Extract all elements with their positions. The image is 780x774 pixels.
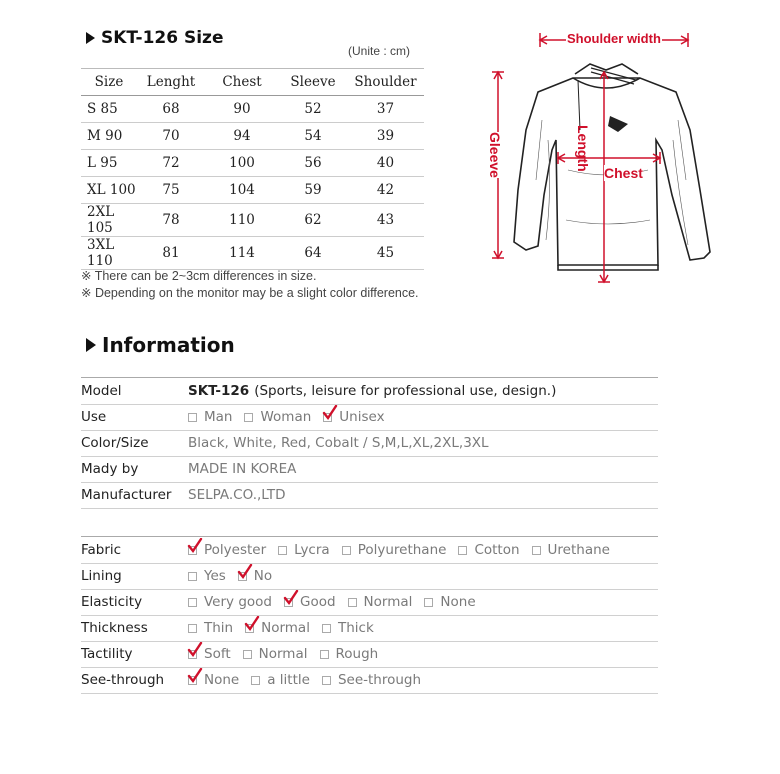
checkbox[interactable] bbox=[251, 676, 260, 685]
size-cell-label: S 85 bbox=[81, 96, 137, 123]
option-label: None bbox=[204, 672, 240, 688]
info-row-see-through bbox=[81, 667, 658, 694]
size-header-cell: Lenght bbox=[137, 69, 205, 96]
info-label: Use bbox=[81, 409, 107, 425]
size-cell-value: 100 bbox=[205, 150, 279, 177]
checkbox[interactable] bbox=[320, 650, 329, 659]
option-none[interactable] bbox=[424, 594, 475, 610]
option-label: Good bbox=[299, 594, 336, 610]
checked-checkbox[interactable] bbox=[284, 598, 293, 607]
checkbox[interactable] bbox=[424, 598, 433, 607]
lining-options bbox=[188, 568, 284, 584]
size-table-row bbox=[81, 177, 424, 204]
option-polyurethane[interactable] bbox=[342, 542, 447, 558]
size-table-header-row bbox=[81, 69, 424, 96]
option-yes[interactable] bbox=[188, 568, 226, 584]
info-row-lining bbox=[81, 563, 658, 590]
option-label: No bbox=[253, 568, 273, 584]
size-cell-value: 75 bbox=[137, 177, 205, 204]
checkbox[interactable] bbox=[458, 546, 467, 555]
shoulder-width-label: Shoulder width bbox=[567, 31, 661, 46]
option-normal[interactable] bbox=[245, 620, 310, 636]
info-row-made-by bbox=[81, 456, 658, 483]
option-thin[interactable] bbox=[188, 620, 233, 636]
checkbox[interactable] bbox=[278, 546, 287, 555]
option-good[interactable] bbox=[284, 594, 336, 610]
option-polyester[interactable] bbox=[188, 542, 266, 558]
size-cell-value: 54 bbox=[279, 123, 347, 150]
option-label: None bbox=[440, 594, 476, 610]
model-code: SKT-126 bbox=[188, 383, 250, 399]
size-cell-value: 56 bbox=[279, 150, 347, 177]
size-table-row bbox=[81, 123, 424, 150]
info-label: See-through bbox=[81, 672, 165, 688]
triangle-bullet-icon bbox=[86, 338, 96, 352]
info-section-title: Information bbox=[102, 333, 235, 357]
info-row-model bbox=[81, 378, 658, 405]
option-no[interactable] bbox=[238, 568, 272, 584]
size-cell-value: 72 bbox=[137, 150, 205, 177]
checkbox[interactable] bbox=[243, 650, 252, 659]
option-label: Lycra bbox=[294, 542, 330, 558]
option-label: Normal bbox=[261, 620, 310, 636]
size-cell-label: L 95 bbox=[81, 150, 137, 177]
option-label: Polyurethane bbox=[357, 542, 447, 558]
info-row-fabric bbox=[81, 537, 658, 564]
info-label: Manufacturer bbox=[81, 487, 172, 503]
option-man[interactable] bbox=[188, 409, 232, 425]
size-cell-value: 64 bbox=[279, 237, 347, 270]
checkmark-icon bbox=[244, 616, 260, 632]
elasticity-options bbox=[188, 594, 488, 610]
option-lycra[interactable] bbox=[278, 542, 330, 558]
size-header-cell: Chest bbox=[205, 69, 279, 96]
see-through-options bbox=[188, 672, 433, 688]
size-unit-note: (Unite : cm) bbox=[348, 44, 411, 58]
size-section-heading bbox=[86, 28, 223, 48]
sleeve-label: Gleeve bbox=[487, 132, 503, 178]
size-note: ※ Depending on the monitor may be a slight color difference. bbox=[81, 286, 419, 300]
checked-checkbox[interactable] bbox=[323, 413, 332, 422]
checkbox[interactable] bbox=[188, 598, 197, 607]
option-woman[interactable] bbox=[244, 409, 311, 425]
checkmark-icon bbox=[237, 564, 253, 580]
option-label: Thin bbox=[204, 620, 234, 636]
size-cell-value: 114 bbox=[205, 237, 279, 270]
use-options bbox=[188, 409, 397, 425]
length-label: Length bbox=[575, 125, 591, 172]
option-label: a little bbox=[267, 672, 310, 688]
manufacturer-value: SELPA.CO.,LTD bbox=[188, 487, 286, 503]
size-cell-value: 59 bbox=[279, 177, 347, 204]
checked-checkbox[interactable] bbox=[238, 572, 247, 581]
size-cell-value: 45 bbox=[347, 237, 424, 270]
info-row-elasticity bbox=[81, 589, 658, 616]
option-label: Rough bbox=[335, 646, 379, 662]
checkbox[interactable] bbox=[188, 572, 197, 581]
option-label: Normal bbox=[363, 594, 413, 610]
option-label: Soft bbox=[204, 646, 231, 662]
size-notes bbox=[81, 268, 419, 302]
info-label: Color/Size bbox=[81, 435, 149, 451]
size-cell-value: 62 bbox=[279, 204, 347, 237]
checkbox[interactable] bbox=[322, 624, 331, 633]
size-section-title: SKT-126 Size bbox=[101, 28, 224, 48]
size-cell-value: 52 bbox=[279, 96, 347, 123]
size-cell-label: 2XL 105 bbox=[81, 204, 137, 237]
thickness-options bbox=[188, 620, 386, 636]
info-row-thickness bbox=[81, 615, 658, 642]
triangle-bullet-icon bbox=[86, 32, 95, 44]
shirt-measurement-diagram bbox=[478, 20, 778, 285]
size-note: ※ There can be 2~3cm differences in size. bbox=[81, 269, 317, 283]
info-label: Elasticity bbox=[81, 594, 143, 610]
size-cell-label: M 90 bbox=[81, 123, 137, 150]
option-label: Urethane bbox=[547, 542, 610, 558]
checkbox[interactable] bbox=[532, 546, 541, 555]
size-cell-value: 104 bbox=[205, 177, 279, 204]
size-header-cell: Shoulder bbox=[347, 69, 424, 96]
size-table-row bbox=[81, 204, 424, 237]
info-label: Thickness bbox=[81, 620, 148, 636]
option-rough[interactable] bbox=[320, 646, 379, 662]
size-cell-value: 78 bbox=[137, 204, 205, 237]
option-label: Cotton bbox=[474, 542, 520, 558]
checkbox[interactable] bbox=[322, 676, 331, 685]
option-label: Yes bbox=[204, 568, 226, 584]
size-table-row bbox=[81, 96, 424, 123]
size-cell-value: 94 bbox=[205, 123, 279, 150]
option-urethane[interactable] bbox=[532, 542, 610, 558]
size-cell-value: 39 bbox=[347, 123, 424, 150]
size-table-row bbox=[81, 150, 424, 177]
info-label: Fabric bbox=[81, 542, 122, 558]
info-section-heading bbox=[86, 333, 235, 357]
checked-checkbox[interactable] bbox=[245, 624, 254, 633]
info-row-manufacturer bbox=[81, 482, 658, 509]
size-cell-value: 42 bbox=[347, 177, 424, 204]
size-cell-value: 40 bbox=[347, 150, 424, 177]
option-label: Thick bbox=[337, 620, 374, 636]
fabric-options bbox=[188, 542, 622, 558]
option-none[interactable] bbox=[188, 672, 239, 688]
checkbox[interactable] bbox=[348, 598, 357, 607]
color-size-value: Black, White, Red, Cobalt / S,M,L,XL,2XL,3XL bbox=[188, 435, 489, 451]
checkbox[interactable] bbox=[244, 413, 253, 422]
checked-checkbox[interactable] bbox=[188, 676, 197, 685]
checkbox[interactable] bbox=[342, 546, 351, 555]
size-table-row bbox=[81, 237, 424, 270]
option-label: Polyester bbox=[204, 542, 267, 558]
option-label: See-through bbox=[337, 672, 422, 688]
size-cell-value: 90 bbox=[205, 96, 279, 123]
info-label: Lining bbox=[81, 568, 122, 584]
size-cell-value: 110 bbox=[205, 204, 279, 237]
size-header-cell: Size bbox=[81, 69, 137, 96]
option-thick[interactable] bbox=[322, 620, 374, 636]
info-row-tactility bbox=[81, 641, 658, 668]
checkmark-icon bbox=[322, 405, 338, 421]
option-label: Normal bbox=[258, 646, 308, 662]
option-normal[interactable] bbox=[243, 646, 308, 662]
chest-label: Chest bbox=[604, 165, 643, 181]
info-label: Model bbox=[81, 383, 122, 399]
size-cell-label: XL 100 bbox=[81, 177, 137, 204]
option-soft[interactable] bbox=[188, 646, 231, 662]
option-normal[interactable] bbox=[348, 594, 413, 610]
info-row-color-size bbox=[81, 430, 658, 457]
info-row-use bbox=[81, 404, 658, 431]
made-by-value: MADE IN KOREA bbox=[188, 461, 297, 477]
option-label: Woman bbox=[260, 409, 312, 425]
option-a-little[interactable] bbox=[251, 672, 310, 688]
info-label: Tactility bbox=[81, 646, 133, 662]
option-very-good[interactable] bbox=[188, 594, 272, 610]
checkmark-icon bbox=[187, 668, 203, 684]
option-label: Very good bbox=[204, 594, 272, 610]
size-cell-value: 81 bbox=[137, 237, 205, 270]
checkbox[interactable] bbox=[188, 624, 197, 633]
size-header-cell: Sleeve bbox=[279, 69, 347, 96]
option-cotton[interactable] bbox=[458, 542, 519, 558]
option-label: Man bbox=[204, 409, 233, 425]
size-cell-value: 70 bbox=[137, 123, 205, 150]
model-description: (Sports, leisure for professional use, design.) bbox=[254, 383, 557, 399]
info-label: Mady by bbox=[81, 461, 139, 477]
option-label: Unisex bbox=[339, 409, 385, 425]
size-cell-value: 43 bbox=[347, 204, 424, 237]
size-cell-value: 37 bbox=[347, 96, 424, 123]
size-table bbox=[81, 68, 424, 270]
checkbox[interactable] bbox=[188, 413, 197, 422]
option-see-through[interactable] bbox=[322, 672, 421, 688]
checked-checkbox[interactable] bbox=[188, 546, 197, 555]
checkmark-icon bbox=[187, 538, 203, 554]
checkmark-icon bbox=[187, 642, 203, 658]
option-unisex[interactable] bbox=[323, 409, 384, 425]
tactility-options bbox=[188, 646, 390, 662]
size-cell-label: 3XL 110 bbox=[81, 237, 137, 270]
size-cell-value: 68 bbox=[137, 96, 205, 123]
checked-checkbox[interactable] bbox=[188, 650, 197, 659]
checkmark-icon bbox=[283, 590, 299, 606]
